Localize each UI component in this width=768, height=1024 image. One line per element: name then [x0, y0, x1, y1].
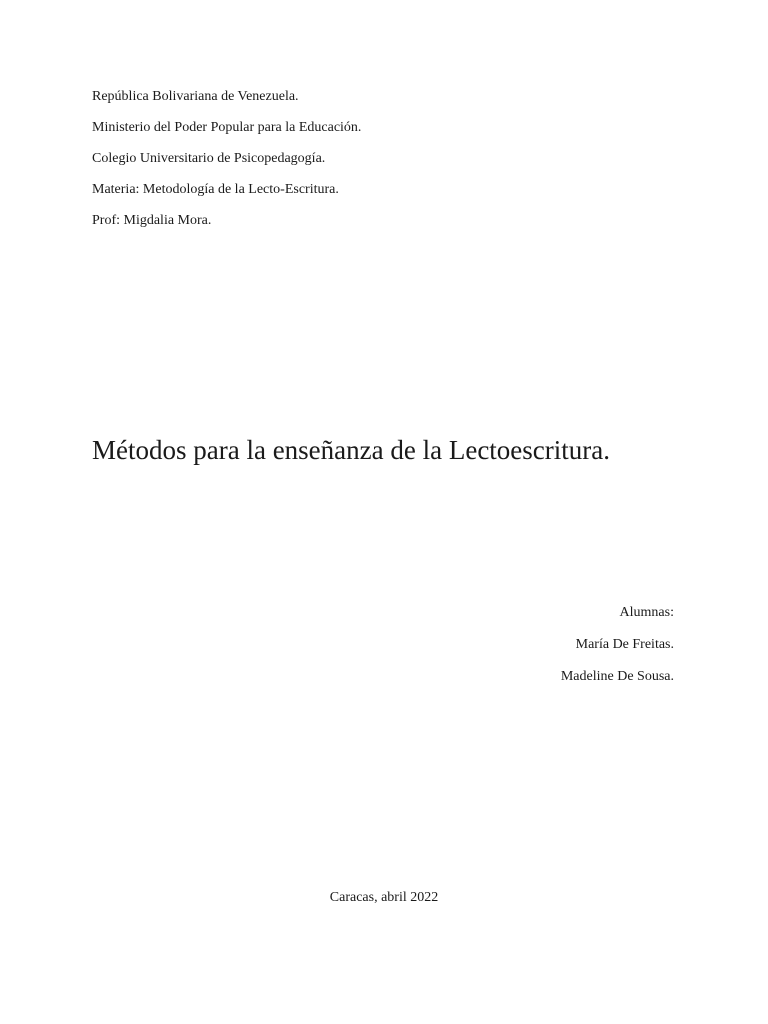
document-title: Métodos para la enseñanza de la Lectoescritura.: [92, 435, 610, 465]
header-line-country: República Bolivariana de Venezuela.: [92, 89, 299, 104]
header-line-professor: Prof: Migdalia Mora.: [92, 213, 212, 228]
place-and-date: Caracas, abril 2022: [329, 890, 439, 905]
author-name: Madeline De Sousa.: [560, 669, 674, 684]
authors-block: [374, 603, 674, 699]
header-line-ministry: Ministerio del Poder Popular para la Educación.: [92, 120, 362, 135]
author-name: María De Freitas.: [575, 637, 674, 652]
header-line-college: Colegio Universitario de Psicopedagogía.: [92, 151, 326, 166]
header-line-subject: Materia: Metodología de la Lecto-Escritura.: [92, 182, 339, 197]
authors-label: Alumnas:: [619, 605, 674, 620]
institution-header: [92, 87, 652, 242]
